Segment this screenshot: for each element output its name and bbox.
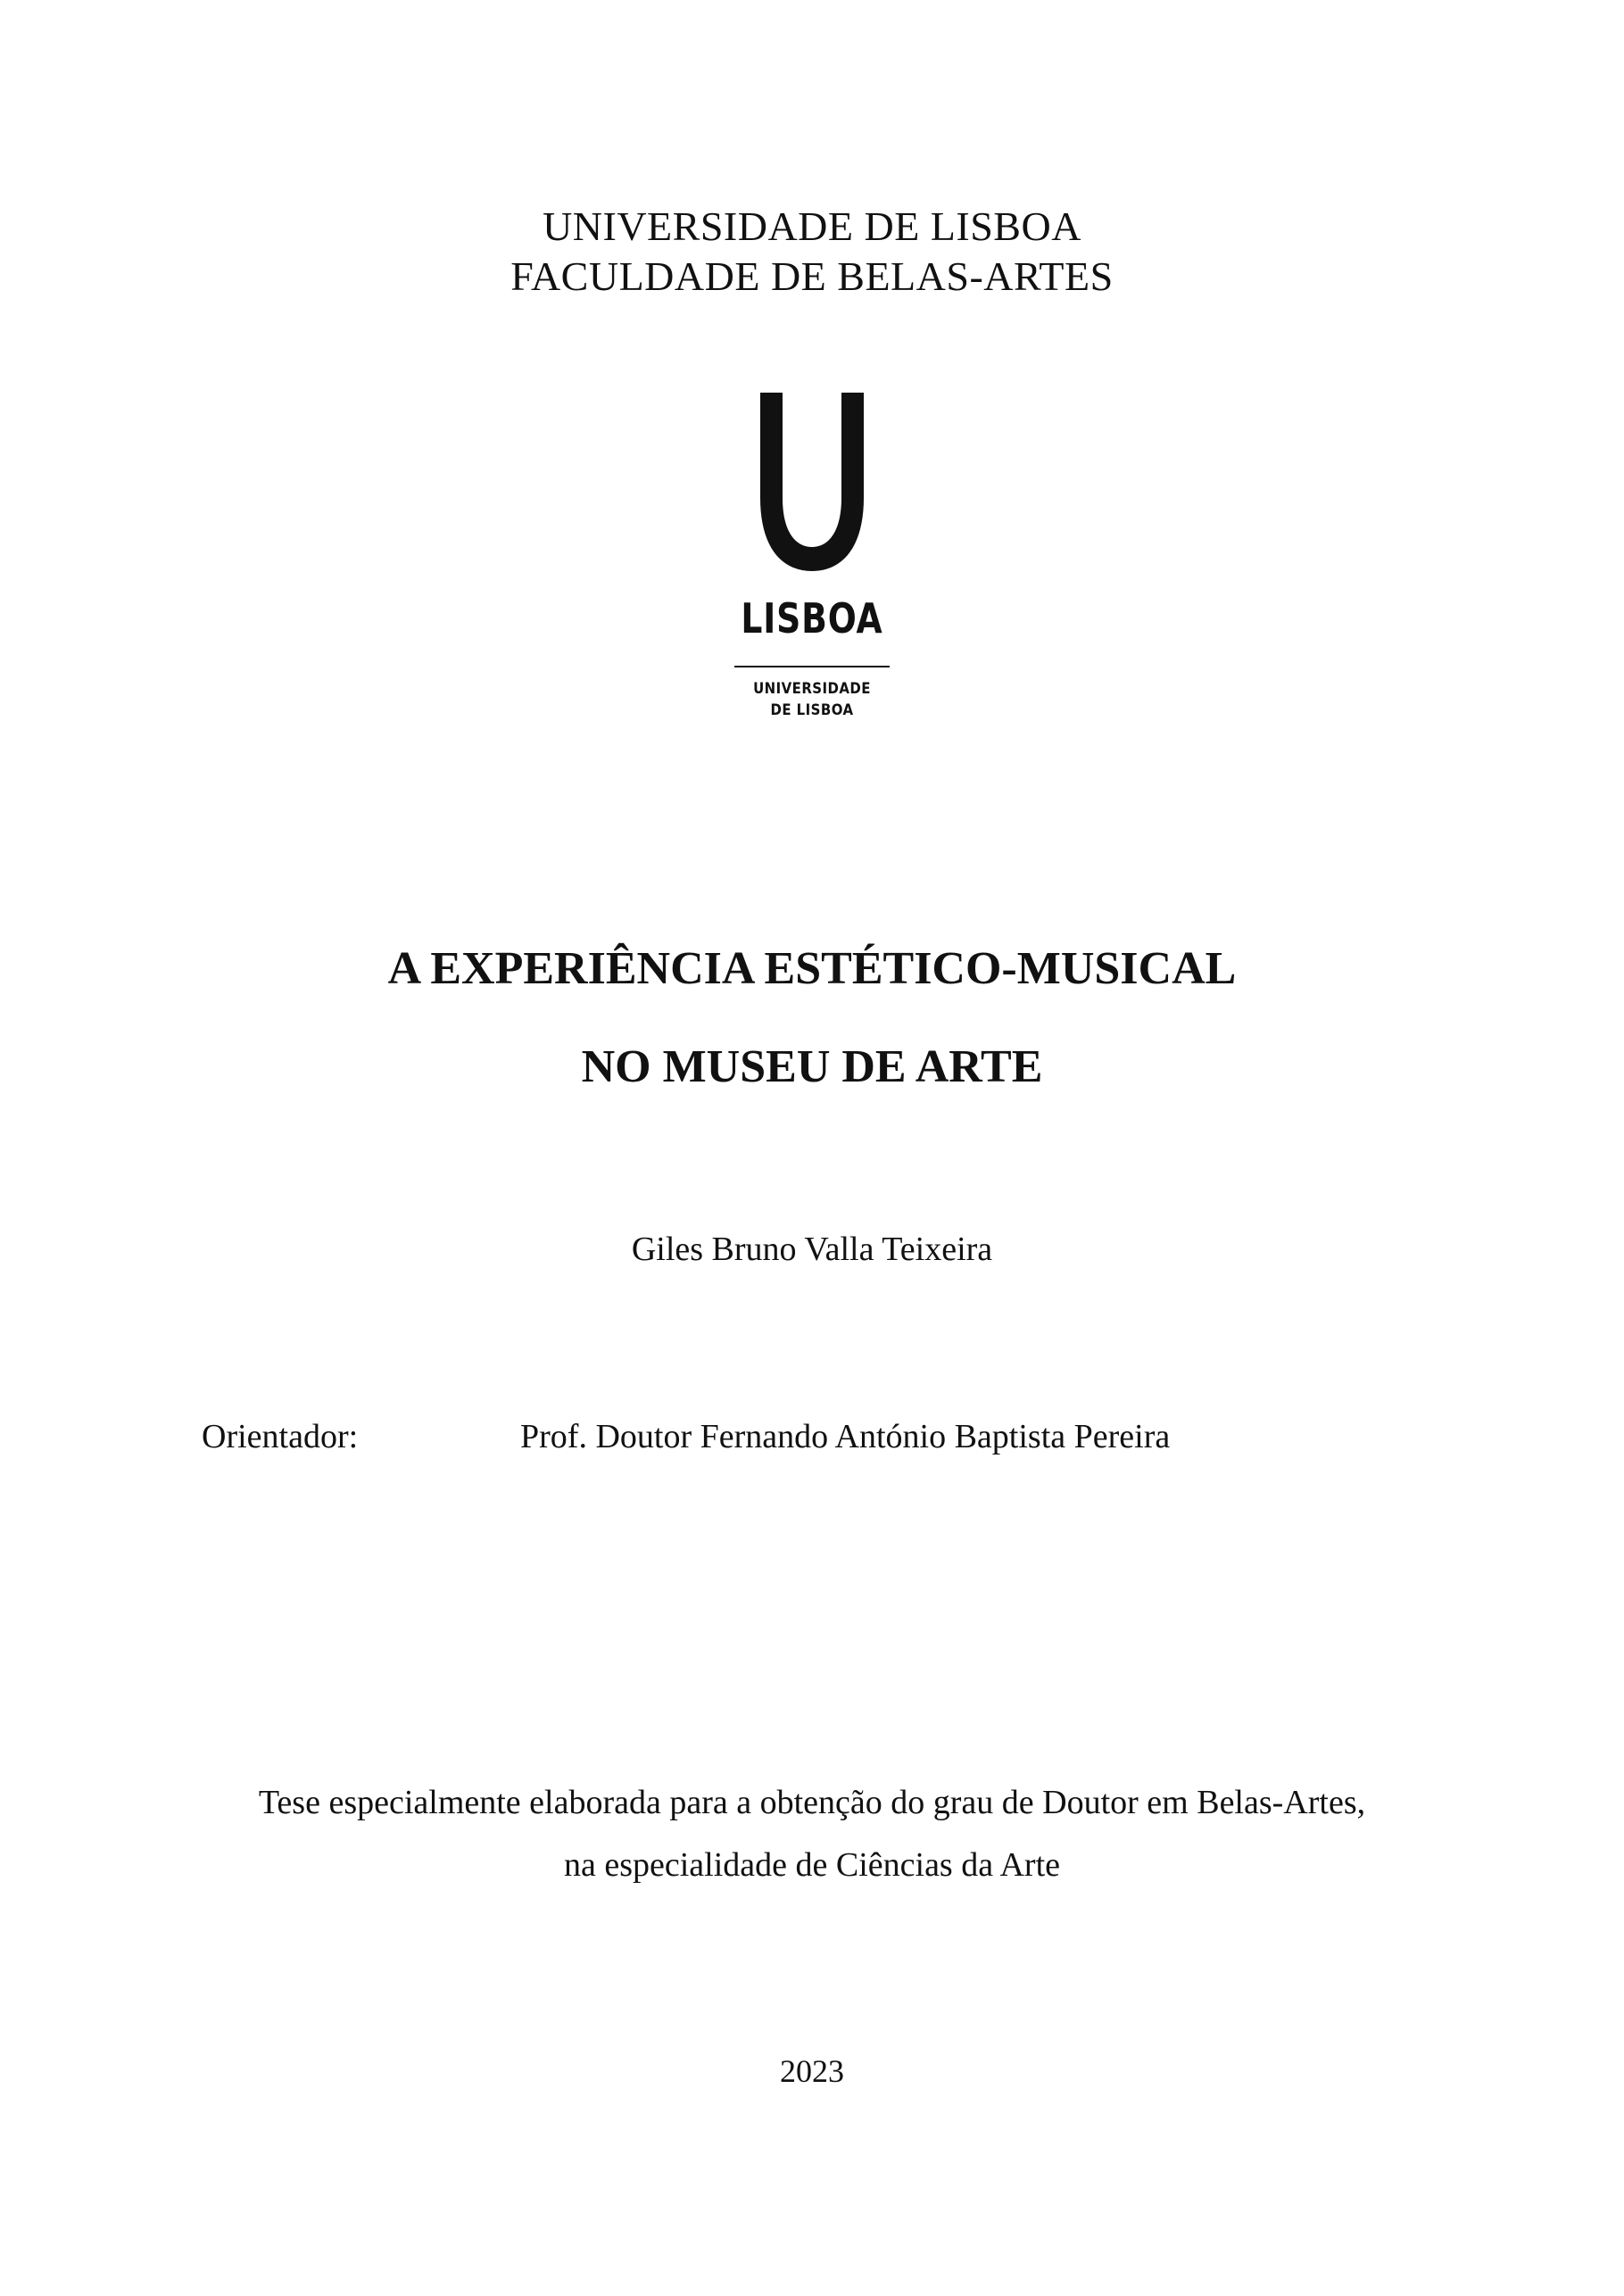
advisor-label: Orientador: (202, 1418, 359, 1455)
publication-year: 2023 (780, 2053, 844, 2089)
author-name: Giles Bruno Valla Teixeira (631, 1231, 993, 1268)
logo-divider (734, 666, 890, 667)
logo-subtitle-line1: UNIVERSIDADE (753, 680, 871, 698)
faculty-name: FACULDADE DE BELAS-ARTES (510, 253, 1114, 299)
thesis-statement-line2: na especialidade de Ciências da Arte (563, 1846, 1061, 1884)
thesis-title-line2: NO MUSEU DE ARTE (581, 1041, 1043, 1092)
university-name: UNIVERSIDADE DE LISBOA (543, 203, 1081, 249)
advisor-name: Prof. Doutor Fernando António Baptista Pereira (520, 1418, 1171, 1455)
logo-wordmark: LISBOA (741, 594, 883, 642)
thesis-statement-line1: Tese especialmente elaborada para a obtenção do grau de Doutor em Belas-Artes, (258, 1784, 1366, 1821)
university-logo (709, 393, 915, 741)
thesis-title-line1: A EXPERIÊNCIA ESTÉTICO-MUSICAL (387, 943, 1237, 994)
u-letter-logo-icon (709, 393, 915, 580)
logo-subtitle-line2: DE LISBOA (770, 701, 854, 719)
